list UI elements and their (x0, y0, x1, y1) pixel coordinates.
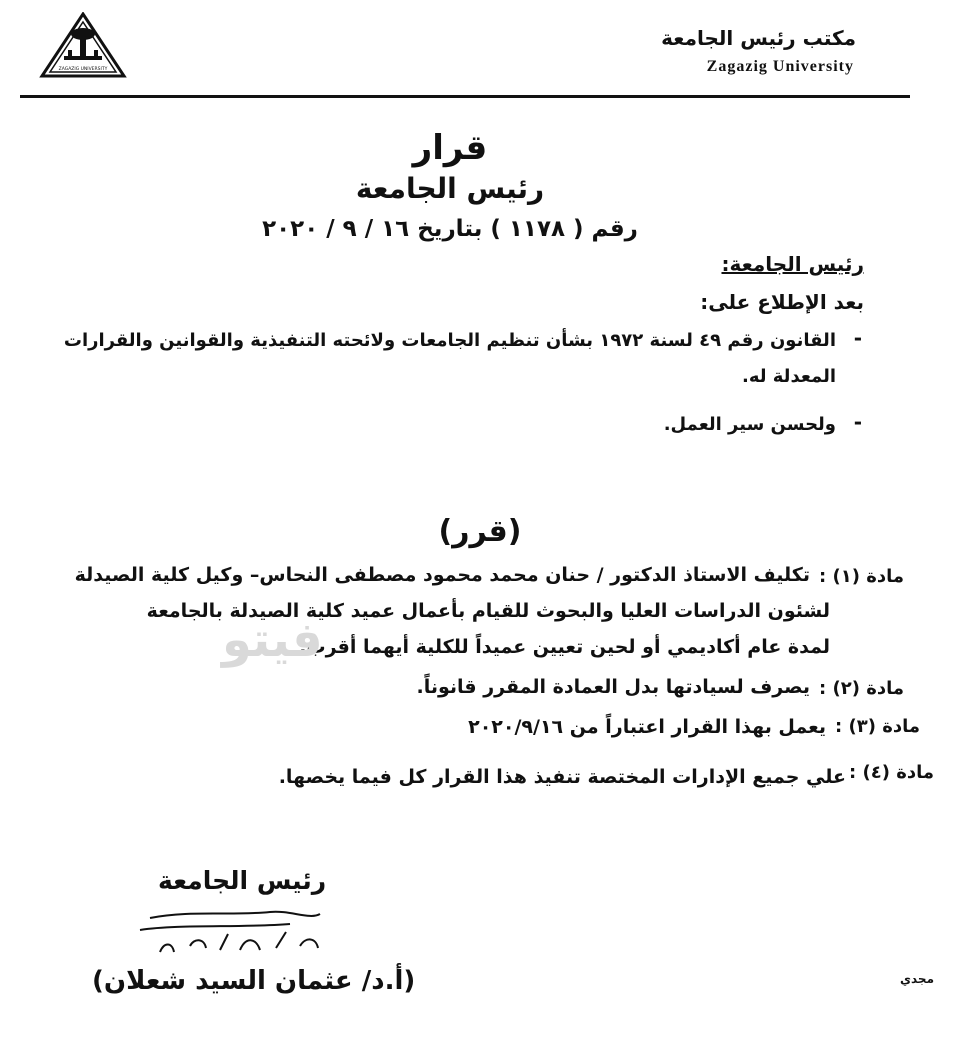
decides-heading: (قرر) (438, 514, 522, 549)
article-4-label: مادة (٤) : (849, 762, 934, 783)
president-label: رئيس الجامعة: (721, 252, 864, 276)
clerk-initials: مجدي (900, 972, 935, 986)
preamble-item-1-line-1: القانون رقم ٤٩ لسنة ١٩٧٢ بشأن تنظيم الجامعات ولائحته التنفيذية والقوانين والقرارات (63, 330, 836, 351)
article-1-line-3: لمدة عام أكاديمي أو لحين تعيين عميداً للكلية أيهما أقرب. (299, 636, 830, 658)
office-title-arabic: مكتب رئيس الجامعة (661, 26, 856, 50)
handwritten-signature (120, 890, 360, 970)
article-1-label: مادة (١) : (819, 566, 904, 587)
watermark: فيتو (222, 612, 323, 668)
decree-number-date: رقم ( ١١٧٨ ) بتاريخ ١٦ / ٩ / ٢٠٢٠ (262, 216, 638, 242)
after-review-label: بعد الإطلاع على: (700, 290, 864, 314)
university-logo (38, 12, 128, 84)
signatory-title: رئيس الجامعة (158, 866, 327, 895)
article-2-text: يصرف لسيادتها بدل العمادة المقرر قانوناً. (416, 676, 810, 698)
decree-title: قرار (412, 128, 488, 168)
article-2-label: مادة (٢) : (819, 678, 904, 699)
signatory-name: (أ.د/ عثمان السيد شعلان) (92, 966, 416, 996)
preamble-item-1-line-2: المعدلة له. (741, 366, 836, 387)
office-title-english: Zagazig University (706, 58, 854, 75)
article-1-line-1: تكليف الاستاذ الدكتور / حنان محمد محمود مصطفى النحاس– وكيل كلية الصيدلة (74, 564, 810, 586)
article-1-line-2: لشئون الدراسات العليا والبحوث للقيام بأعمال عميد كلية الصيدلة بالجامعة (146, 600, 830, 622)
article-3-label: مادة (٣) : (835, 716, 920, 737)
bullet-dash: - (853, 326, 862, 350)
article-4-text: علي جميع الإدارات المختصة تنفيذ هذا القرار كل فيما يخصها. (278, 766, 846, 788)
header-divider (20, 95, 910, 98)
issuer-title: رئيس الجامعة (355, 172, 545, 205)
bullet-dash: - (853, 410, 862, 434)
article-3-text: يعمل بهذا القرار اعتباراً من ٢٠٢٠/٩/١٦ (468, 716, 826, 738)
logo-caption: ZAGAZIG UNIVERSITY (58, 67, 108, 72)
preamble-item-2-line-1: ولحسن سير العمل. (663, 414, 836, 435)
